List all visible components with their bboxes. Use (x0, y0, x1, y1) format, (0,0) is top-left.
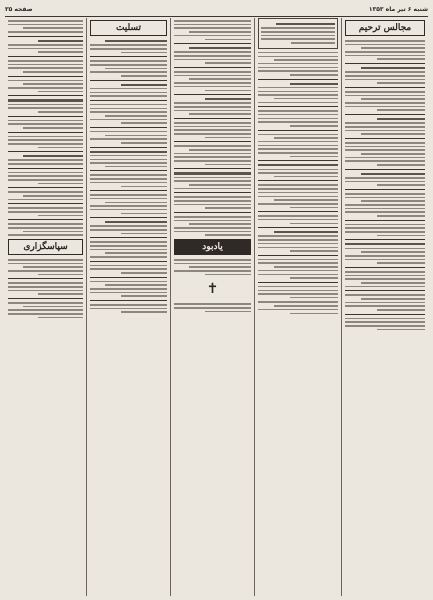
page-number: صفحه ۳۵ (5, 5, 33, 13)
section-title-tasliyat: تسلیت (90, 20, 167, 36)
column-1 (342, 18, 428, 596)
page-header (5, 4, 428, 17)
cross-icon: ✝ (206, 281, 219, 298)
section-title-sepasgozari: سپاسگزاری (8, 239, 83, 255)
column-4 (87, 18, 171, 596)
column-5 (5, 18, 87, 596)
section-title-majales: مجالس ترحیم (345, 20, 425, 36)
page-date-line: شنبه ۶ تیر ماه ۱۳۵۳ (368, 5, 428, 13)
columns (5, 18, 428, 596)
column-2 (255, 18, 342, 596)
column-3 (171, 18, 255, 596)
notice-block (345, 40, 425, 60)
section-title-yadbood: یادبود (174, 239, 251, 255)
